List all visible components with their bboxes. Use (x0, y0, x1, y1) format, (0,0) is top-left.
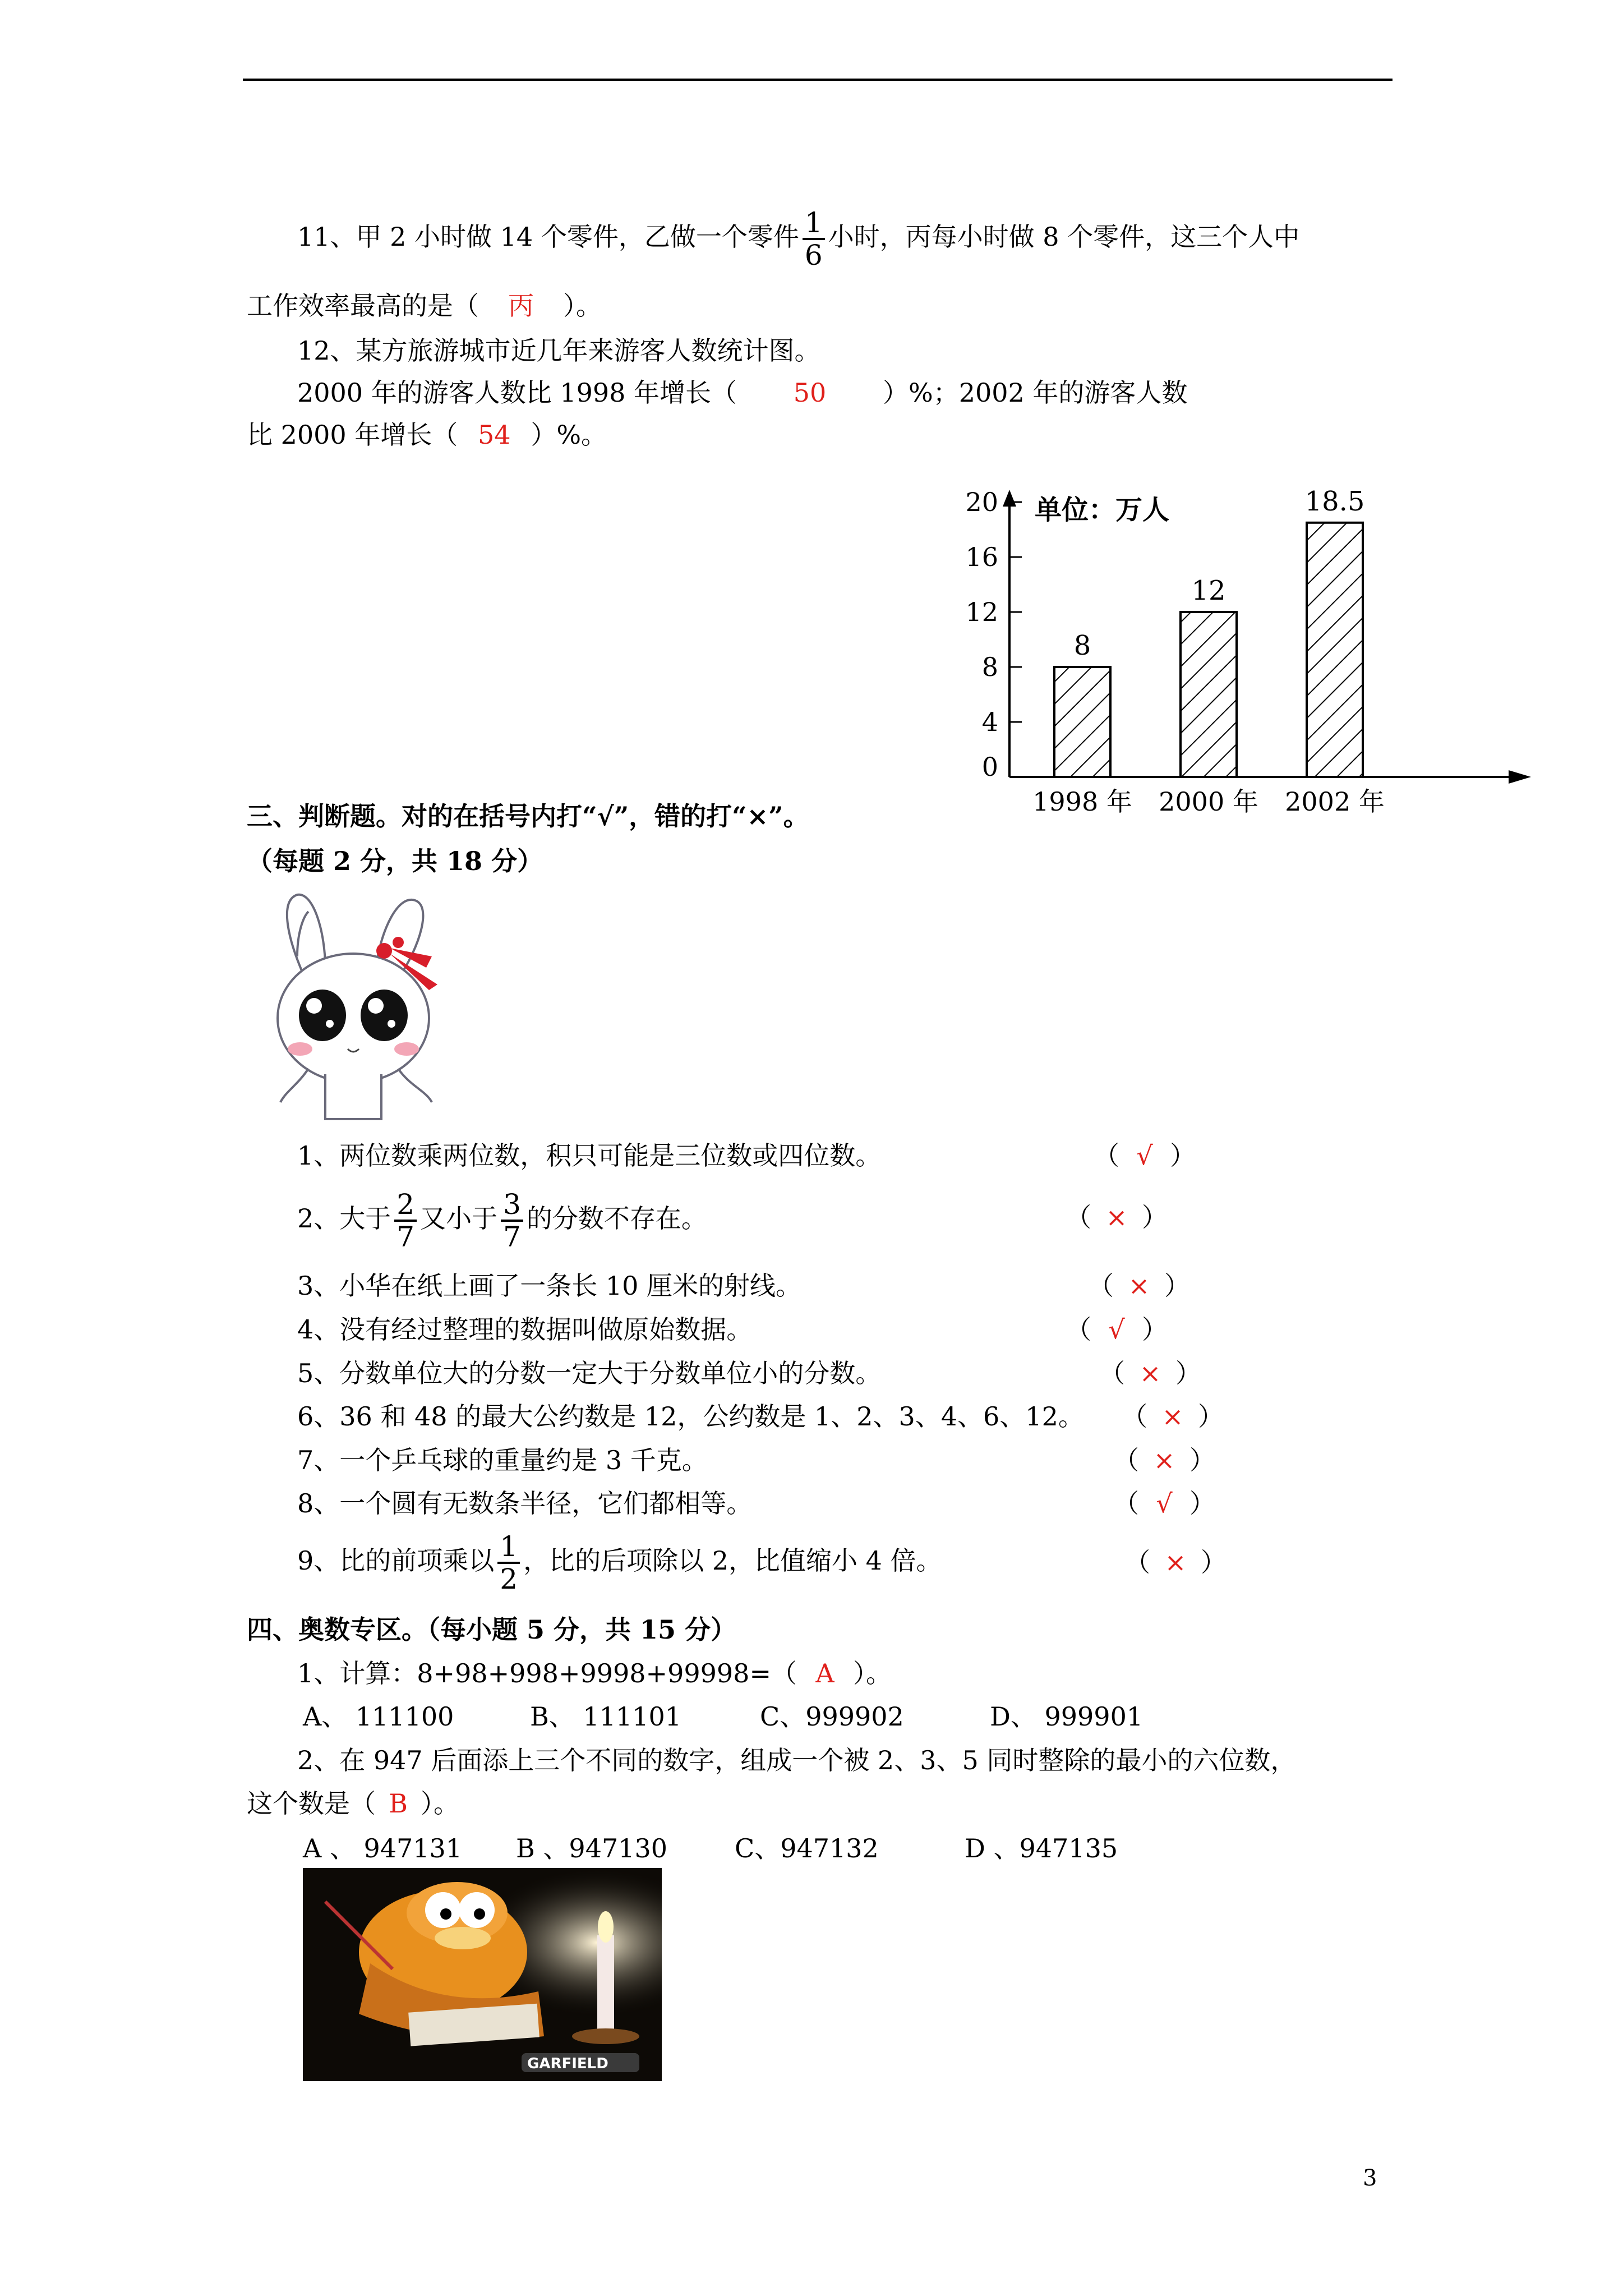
s4-q1-options (303, 1700, 1143, 1733)
s3-item-2-mark: × (1105, 1202, 1128, 1232)
s3-item-7-text: 7、一个乒乓球的重量约是 3 千克。 (297, 1445, 708, 1475)
s3-item-5-mark: × (1139, 1358, 1161, 1388)
s4-q2-option-b: B 、947130 (516, 1833, 668, 1864)
s3-item-2-text-c: 的分数不存在。 (526, 1203, 707, 1234)
q11-line2-b: ）。 (563, 291, 602, 321)
s3-item-2-text-b: 又小于 (420, 1203, 498, 1234)
frac-den: 7 (503, 1221, 521, 1253)
section3-heading: 三、判断题。对的在括号内打“√”，错的打“×”。 (247, 801, 809, 831)
s3-item-1-mark: √ (1136, 1140, 1153, 1171)
paren: （ (1113, 1445, 1139, 1475)
frac-den: 7 (396, 1221, 415, 1253)
bunny-illustration (264, 889, 454, 1125)
frac-den: 2 (500, 1563, 518, 1595)
paren: ） (1142, 1314, 1168, 1345)
q11-fraction (803, 208, 825, 270)
q12-line-a: 2000 年的游客人数比 1998 年增长（ (297, 378, 737, 408)
q11-text-b: 小时，丙每小时做 8 个零件，这三个人中 (828, 222, 1300, 252)
s3-item-5 (297, 1356, 881, 1390)
q11-frac-den: 6 (804, 239, 823, 272)
s4-q2-option-a: A 、 947131 (303, 1833, 463, 1864)
s3-item-3-answer (1088, 1269, 1190, 1303)
paren: （ (1094, 1140, 1119, 1171)
paren: ） (1170, 1140, 1196, 1171)
s4-q2-options (303, 1832, 1118, 1865)
s4-q1 (297, 1657, 892, 1690)
y-tick-label: 4 (981, 707, 998, 737)
y-axis-arrow (1003, 490, 1016, 507)
s3-item-9-mark: × (1164, 1547, 1187, 1577)
q12-line-b: ）%；2002 年的游客人数 (883, 378, 1188, 408)
y-tick-label: 16 (965, 542, 998, 572)
q12-line-d: ）%。 (531, 420, 607, 450)
s3-item-8 (297, 1487, 752, 1520)
cat-reading-illustration (303, 1868, 662, 2081)
s4-q1-answer: A (815, 1658, 834, 1688)
frac-num: 3 (501, 1189, 523, 1222)
s3-item-3 (297, 1269, 801, 1303)
s3-item-2-frac2 (501, 1189, 523, 1252)
s4-q2-line2-b: ）。 (421, 1788, 459, 1819)
paren: （ (1099, 1358, 1125, 1388)
s3-item-5-text: 5、分数单位大的分数一定大于分数单位小的分数。 (297, 1358, 882, 1388)
s3-item-9-answer (1124, 1545, 1227, 1579)
s3-item-1 (297, 1139, 881, 1172)
s3-item-6-answer (1122, 1400, 1224, 1433)
frac-num: 1 (497, 1531, 520, 1564)
s4-q1-option-d: D、 999901 (990, 1701, 1144, 1732)
q11-text-a: 11、甲 2 小时做 14 个零件，乙做一个零件 (297, 222, 799, 252)
section4-heading: 四、奥数专区。（每小题 5 分，共 15 分） (247, 1614, 737, 1645)
s3-item-4-answer (1066, 1313, 1168, 1346)
s4-q1-option-a: A、 111100 (303, 1701, 454, 1732)
y-tick-label: 20 (965, 487, 998, 517)
s3-item-1-text: 1、两位数乘两位数，积只可能是三位数或四位数。 (297, 1140, 882, 1171)
s4-q1-option-c: C、999902 (760, 1701, 904, 1732)
q12-answer1: 50 (793, 378, 827, 408)
s3-item-2-answer (1066, 1200, 1168, 1234)
q12-answer2: 54 (478, 420, 511, 450)
paren: ） (1175, 1358, 1201, 1388)
s3-item-2 (297, 1189, 707, 1252)
s3-item-2-frac1 (394, 1189, 417, 1252)
svg-text:GARFIELD: GARFIELD (527, 2055, 608, 2072)
s3-item-6 (297, 1400, 1084, 1433)
paren: （ (1066, 1202, 1091, 1232)
s3-item-9-frac (497, 1531, 520, 1594)
x-category-label: 2000 年 (1159, 786, 1258, 817)
tourist-bar-chart (953, 471, 1537, 830)
s3-item-9 (297, 1531, 942, 1594)
section3-subheading: （每题 2 分，共 18 分） (247, 846, 543, 876)
s3-item-7-answer (1113, 1443, 1215, 1477)
s3-item-5-answer (1099, 1356, 1201, 1390)
s3-item-8-answer (1113, 1487, 1215, 1520)
bar-data-label: 12 (1191, 575, 1226, 606)
paren: （ (1088, 1271, 1114, 1301)
paren: ） (1189, 1445, 1215, 1475)
q11-line1 (297, 208, 1299, 270)
paren: ） (1201, 1547, 1227, 1577)
s3-item-8-mark: √ (1156, 1488, 1173, 1519)
s4-q2-line2-a: 这个数是（ (247, 1788, 376, 1819)
s4-q2-line1: 2、在 947 后面添上三个不同的数字，组成一个被 2、3、5 同时整除的最小的六位数， (297, 1745, 1297, 1775)
s3-item-6-mark: × (1161, 1401, 1184, 1432)
y-tick-label: 12 (965, 597, 998, 627)
paren: （ (1124, 1547, 1150, 1577)
bar (1181, 612, 1237, 777)
q11-answer: 丙 (508, 291, 534, 321)
s3-item-4-mark: √ (1108, 1314, 1125, 1345)
s4-q1-option-b: B、 111101 (530, 1701, 682, 1732)
bar-data-label: 18.5 (1304, 485, 1365, 517)
paren: （ (1066, 1314, 1091, 1345)
x-category-label: 2002 年 (1285, 786, 1385, 817)
q12-line1 (297, 376, 1187, 409)
y-tick-label: 8 (981, 652, 998, 682)
bar-data-label: 8 (1073, 630, 1091, 661)
q11-line2 (247, 289, 602, 323)
q11-line2-a: 工作效率最高的是（ (247, 291, 479, 321)
s4-q1-text-b: ）。 (852, 1658, 892, 1688)
s3-item-3-text: 3、小华在纸上画了一条长 10 厘米的射线。 (297, 1271, 802, 1301)
q12-line-c: 比 2000 年增长（ (247, 420, 458, 450)
s4-q1-text-a: 1、计算：8+98+998+9998+99998=（ (297, 1658, 797, 1688)
s3-item-8-text: 8、一个圆有无数条半径，它们都相等。 (297, 1488, 753, 1519)
q12-line2 (247, 418, 607, 452)
frac-num: 2 (394, 1189, 417, 1222)
paren: （ (1113, 1488, 1139, 1519)
q11-frac-num: 1 (803, 208, 825, 240)
paren: ） (1198, 1401, 1224, 1432)
page-number: 3 (1363, 2165, 1377, 2191)
s3-item-7 (297, 1443, 708, 1477)
s3-item-9-text-a: 9、比的前项乘以 (297, 1545, 495, 1576)
x-axis-arrow (1509, 770, 1531, 784)
paren: ） (1189, 1488, 1215, 1519)
bar (1307, 523, 1363, 777)
paren: （ (1122, 1401, 1147, 1432)
s4-q2-option-c: C、947132 (735, 1833, 879, 1864)
s3-item-9-text-b: ，比的后项除以 2，比值缩小 4 倍。 (523, 1545, 942, 1576)
x-category-label: 1998 年 (1032, 786, 1132, 817)
s3-item-6-text: 6、36 和 48 的最大公约数是 12，公约数是 1、2、3、4、6、12。 (297, 1401, 1084, 1432)
chart-root (965, 486, 1531, 817)
s4-q2-answer: B (389, 1788, 408, 1819)
header-rule (243, 79, 1393, 81)
s4-q2-line2 (247, 1787, 459, 1820)
s3-item-3-mark: × (1128, 1271, 1150, 1301)
s3-item-7-mark: × (1153, 1445, 1175, 1475)
q12-title: 12、某方旅游城市近几年来游客人数统计图。 (297, 335, 820, 366)
s3-item-4 (297, 1313, 752, 1346)
s3-item-2-text-a: 2、大于 (297, 1203, 391, 1234)
bar (1054, 667, 1110, 777)
unit-label: 单位：万人 (1035, 494, 1170, 526)
s3-item-1-answer (1094, 1139, 1196, 1172)
paren: ） (1142, 1202, 1168, 1232)
s3-item-4-text: 4、没有经过整理的数据叫做原始数据。 (297, 1314, 753, 1345)
s4-q2-option-d: D 、947135 (965, 1833, 1118, 1864)
paren: ） (1164, 1271, 1190, 1301)
y-tick-label: 0 (981, 752, 998, 782)
